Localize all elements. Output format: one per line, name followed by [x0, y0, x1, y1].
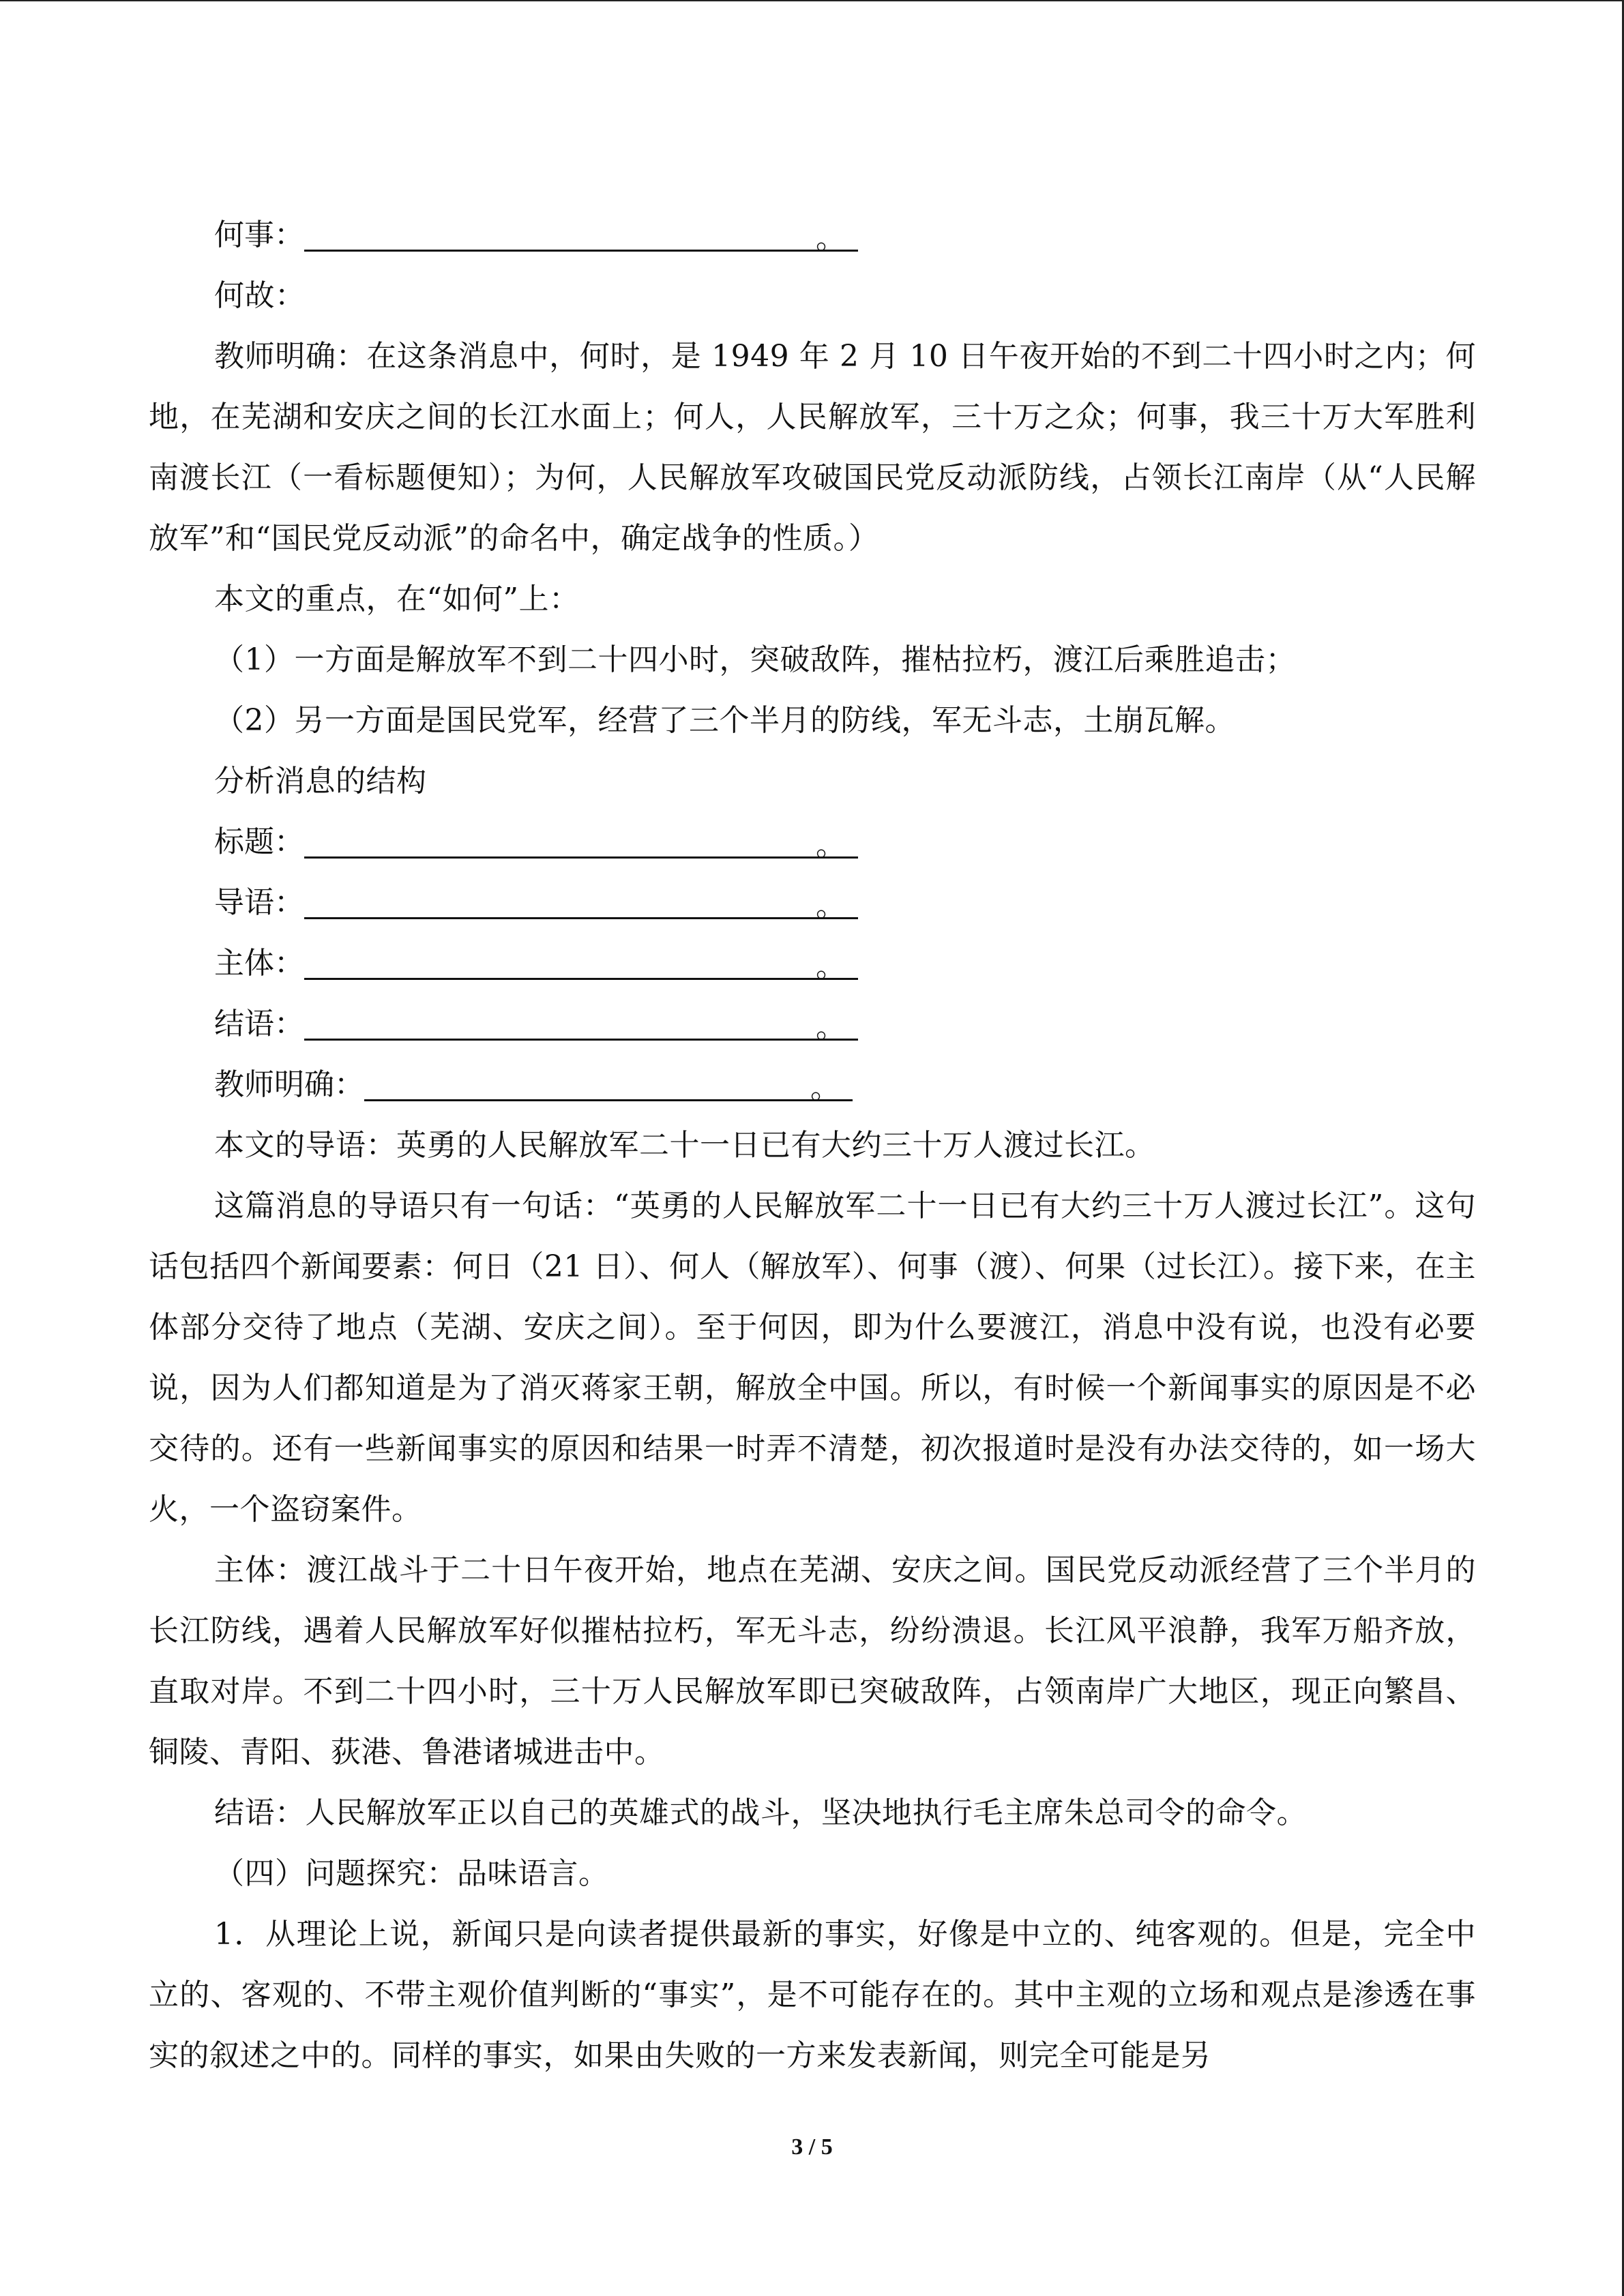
- page-content: [149, 205, 1476, 2086]
- blank-body: [149, 933, 1476, 994]
- page-number: 3 / 5: [791, 2134, 833, 2160]
- fill-in-blank[interactable]: [304, 220, 858, 256]
- lead-sentence-line: 本文的导语：英勇的人民解放军二十一日已有大约三十万人渡过长江。: [214, 1128, 1155, 1163]
- blank-label: 标题：: [214, 824, 304, 859]
- blank-label: 主体：: [214, 946, 304, 981]
- question-1-paragraph: 1．从理论上说，新闻只是向读者提供最新的事实，好像是中立的、纯客观的。但是，完全中立的、客观的、不带主观价值判断的“事实”，是不可能存在的。其中主观的立场和观点是渗透在事实的叙述之中的。同样的事实，如果由失败的一方来发表新闻，则完全可能是另: [149, 1917, 1477, 2073]
- blank-end-mark: 。: [816, 889, 846, 923]
- blank-ending: [149, 994, 1476, 1054]
- he-gu-line: 何故：: [214, 278, 306, 313]
- blank-end-mark: 。: [816, 1010, 846, 1045]
- fill-in-blank[interactable]: [304, 826, 858, 863]
- focus-line: 本文的重点，在“如何”上：: [214, 582, 580, 616]
- blank-end-mark: 。: [816, 828, 846, 863]
- fill-in-blank[interactable]: [304, 1009, 858, 1045]
- fill-in-blank[interactable]: [364, 1069, 853, 1105]
- blank-label: 结语：: [214, 1007, 304, 1041]
- page-border-top: [0, 0, 1624, 1]
- fill-in-blank[interactable]: [304, 948, 858, 984]
- lead-analysis-paragraph: 这篇消息的导语只有一句话：“英勇的人民解放军二十一日已有大约三十万人渡过长江”。这句话包括四个新闻要素：何日（21 日）、何人（解放军）、何事（渡）、何果（过长江）。接下来，在主体部分交待了地点（芜湖、安庆之间）。至于何因，即为什么要渡江，消息中没有说，也没有必要说，因为人们都知道是为了消灭蒋家王朝，解放全中国。所以，有时候一个新闻事实的原因是不必交待的。还有一些新闻事实的原因和结果一时弄不清楚，初次报道时是没有办法交待的，如一场大火，一个盗窃案件。: [149, 1189, 1476, 1527]
- point-1-line: （1）一方面是解放军不到二十四小时，突破敌阵，摧枯拉朽，渡江后乘胜追击；: [214, 642, 1296, 677]
- teacher-clarify-paragraph: 教师明确：在这条消息中，何时，是 1949 年 2 月 10 日午夜开始的不到二十四小时之内；何地，在芜湖和安庆之间的长江水面上；何人，人民解放军，三十万之众；何事，我三十万大军胜利南渡长江（一看标题便知）；为何，人民解放军攻破国民党反动派防线，占领长江南岸（从“人民解放军”和“国民党反动派”的命名中，确定战争的性质。）: [149, 339, 1476, 556]
- blank-label: 导语：: [214, 885, 304, 920]
- structure-heading: 分析消息的结构: [214, 764, 427, 799]
- blank-he-shi: [149, 205, 1476, 265]
- blank-end-mark: 。: [816, 949, 846, 984]
- ending-line: 结语：人民解放军正以自己的英雄式的战斗，坚决地执行毛主席朱总司令的命令。: [214, 1795, 1307, 1830]
- blank-label: 教师明确：: [214, 1067, 364, 1102]
- blank-label: 何事：: [214, 218, 304, 252]
- fill-in-blank[interactable]: [304, 887, 858, 923]
- section-4-heading: （四）问题探究：品味语言。: [214, 1856, 609, 1891]
- blank-title: [149, 811, 1476, 872]
- body-paragraph: 主体：渡江战斗于二十日午夜开始，地点在芜湖、安庆之间。国民党反动派经营了三个半月的长江防线，遇着人民解放军好似摧枯拉朽，军无斗志，纷纷溃退。长江风平浪静，我军万船齐放，直取对岸。不到二十四小时，三十万人民解放军即已突破敌阵，占领南岸广大地区，现正向繁昌、铜陵、青阳、荻港、鲁港诸城进击中。: [149, 1553, 1476, 1770]
- blank-teacher: [149, 1054, 1476, 1115]
- blank-end-mark: 。: [816, 221, 846, 256]
- blank-end-mark: 。: [810, 1071, 840, 1105]
- blank-lead: [149, 872, 1476, 933]
- point-2-line: （2）另一方面是国民党军，经营了三个半月的防线，军无斗志，土崩瓦解。: [214, 703, 1235, 738]
